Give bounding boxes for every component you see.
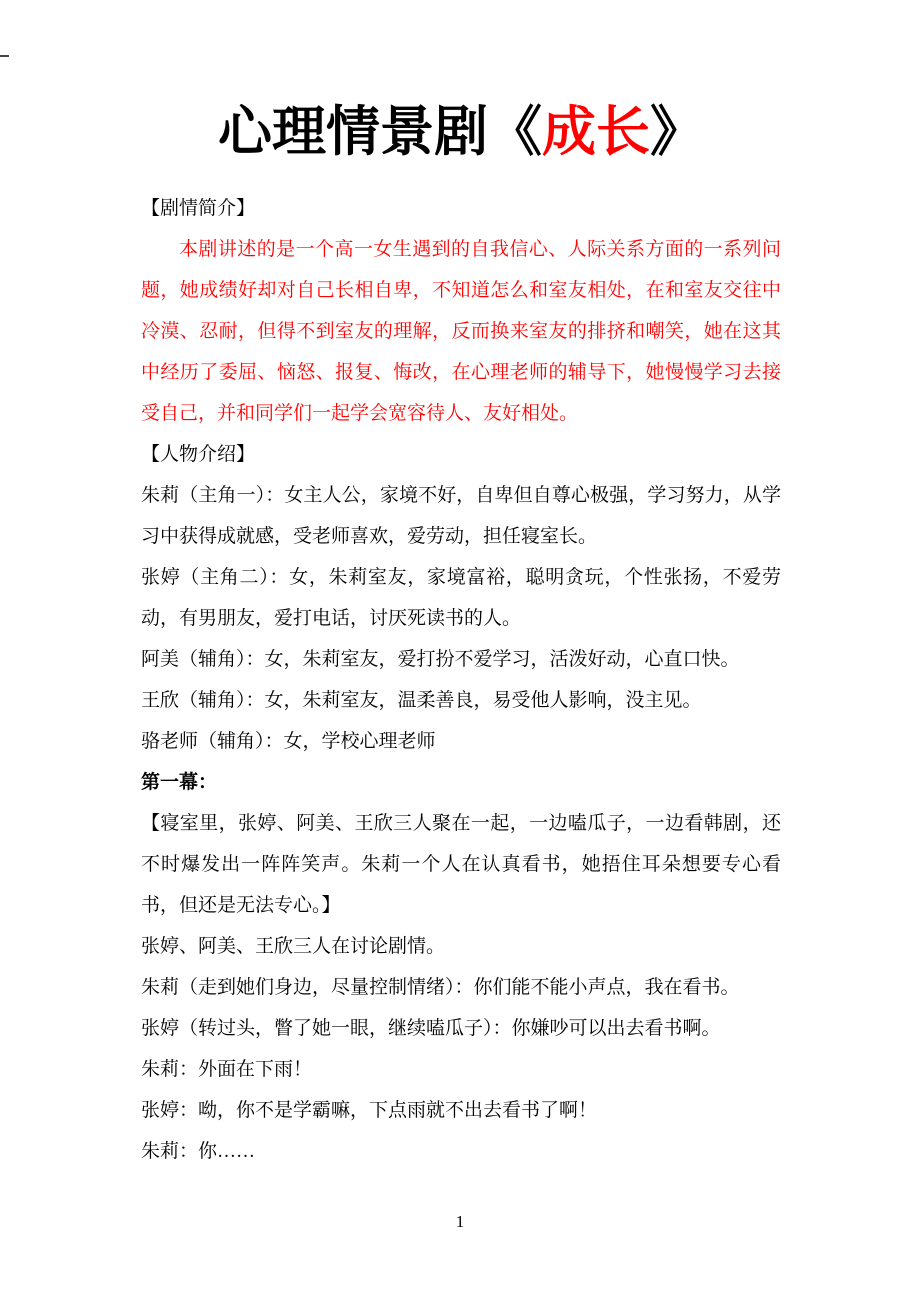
document-title <box>141 96 781 168</box>
character-zhangting: 张婷（主角二）：女，朱莉室友，家境富裕，聪明贪玩，个性张扬，不爱劳动，有男朋友，爱打电话，讨厌死读书的人。 <box>141 567 781 629</box>
character-zhuli: 朱莉（主角一）：女主人公，家境不好，自卑但自尊心极强，学习努力，从学习中获得成就感，受老师喜欢，爱劳动，担任寝室长。 <box>141 485 781 547</box>
character-amei: 阿美（辅角）：女，朱莉室友，爱打扮不爱学习，活泼好动，心直口快。 <box>141 649 740 670</box>
synopsis-paragraph: 本剧讲述的是一个高一女生遇到的自我信心、人际关系方面的一系列问题，她成绩好却对自己长相自卑，不知道怎么和室友相处，在和室友交往中冷漠、忍耐，但得不到室友的理解，反而换来室友的排挤和嘲笑，她在这其中经历了委屈、恼怒、报复、悔改，在心理老师的辅导下，她慢慢学习去接受自己，并和同学们一起学会宽容待人、友好相处。 <box>141 239 781 424</box>
action-line-discussion: 张婷、阿美、王欣三人在讨论剧情。 <box>141 936 446 957</box>
page-corner-mark <box>0 55 9 57</box>
document-title-highlight: 成长 <box>542 100 650 163</box>
dialogue-zhangting-2: 张婷：呦，你不是学霸嘛，下点雨就不出去看书了啊！ <box>141 1100 598 1121</box>
dialogue-zhangting-1: 张婷（转过头，瞥了她一眼，继续嗑瓜子）：你嫌吵可以出去看书啊。 <box>141 1018 721 1039</box>
character-wangxin: 王欣（辅角）：女，朱莉室友，温柔善良，易受他人影响，没主见。 <box>141 690 702 711</box>
document-title-suffix: 》 <box>650 100 704 163</box>
document-title-prefix: 心理情景剧《 <box>218 100 542 163</box>
section-label-synopsis: 【剧情简介】 <box>141 198 256 219</box>
character-luo-teacher: 骆老师（辅角）：女，学校心理老师 <box>141 731 436 752</box>
section-label-characters: 【人物介绍】 <box>141 444 256 465</box>
dialogue-zhuli-2: 朱莉：外面在下雨！ <box>141 1059 313 1080</box>
scene-one-heading: 第一幕： <box>141 772 218 793</box>
stage-direction: 【寝室里，张婷、阿美、王欣三人聚在一起，一边嗑瓜子，一边看韩剧，还不时爆发出一阵阵笑声。朱莉一个人在认真看书，她捂住耳朵想要专心看书，但还是无法专心。】 <box>141 813 781 916</box>
dialogue-zhuli-1: 朱莉（走到她们身边，尽量控制情绪）：你们能不能小声点，我在看书。 <box>141 977 740 998</box>
dialogue-zhuli-3: 朱莉：你…… <box>141 1141 256 1162</box>
page-number: 1 <box>455 1212 465 1231</box>
